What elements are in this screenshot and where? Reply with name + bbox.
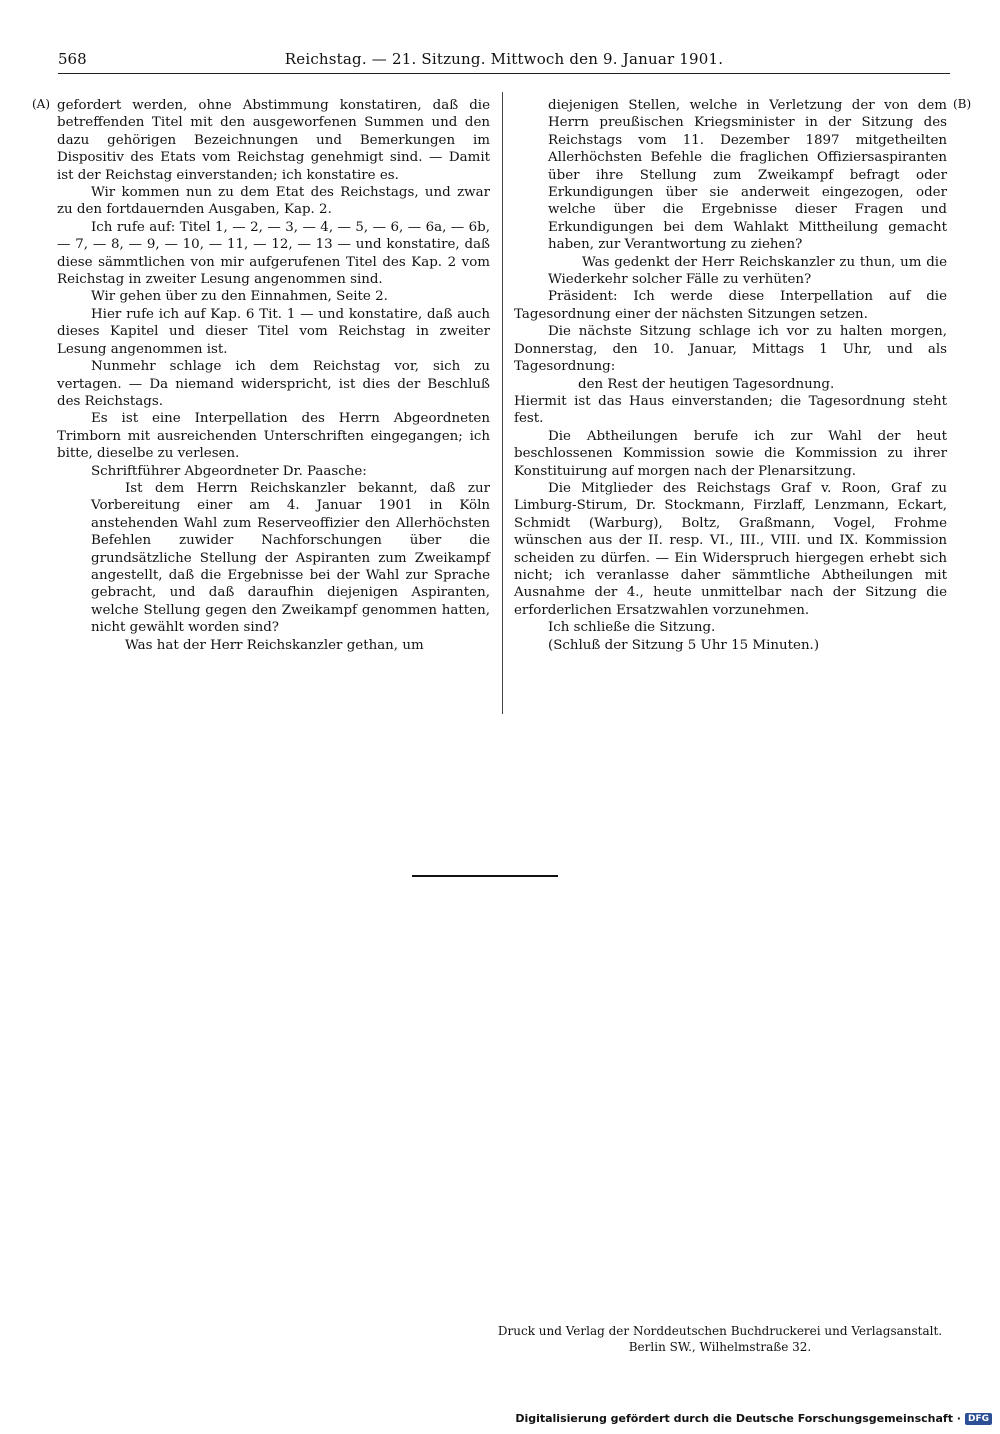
dfg-logo-icon: DFG [965, 1413, 992, 1425]
paragraph: Es ist eine Interpellation des Herrn Abgeordneten Trimborn mit ausreichenden Unterschriften eingegangen; ich bitte, dieselbe zu verlesen. [57, 411, 490, 462]
paragraph: Die Mitglieder des Reichstags Graf v. Roon, Graf zu Limburg-Stirum, Dr. Stockmann, Firzlaff, Lenzmann, Eckart, Schmidt (Warburg), Boltz, Graßmann, Vogel, Frohme wünschen aus der II. resp. VI., III., VIII. und IX. Kommission scheiden zu dürfen. — Ein Widerspruch hiergegen erhebt sich nicht; ich veranlasse daher sämmtliche Abtheilungen mit Ausnahme der 4., heute unmittelbar nach der Sitzung die erforderlichen Ersatzwahlen vorzunehmen. [514, 480, 947, 618]
page-number: 568 [58, 50, 87, 68]
paragraph: Nunmehr schlage ich dem Reichstag vor, sich zu vertagen. — Da niemand widerspricht, ist dies der Beschluß des Reichstags. [57, 359, 490, 409]
paragraph: Ich rufe auf: Titel 1, — 2, — 3, — 4, — 5, — 6, — 6a, — 6b, — 7, — 8, — 9, — 10, — 11, — 12, — 13 — und konstatire, daß diese sämmtlichen von mir aufgerufenen Titel des Kap. 2 vom Reichstag in zweiter Lesung angenommen sind. [57, 219, 490, 288]
interpellation-text: diejenigen Stellen, welche in Verletzung der von dem Herrn preußischen Kriegsminister in der Sitzung des Reichstags vom 11. Dezember 1897 mitgetheilten Allerhöchsten Befehle die fraglichen Offiziersaspiranten über ihre Stellung zum Zweikampf befragt oder Erkundigungen über sie anderweit eingezogen, oder welche über die Ergebnisse dieser Fragen und Erkundigungen bei dem Wahlakt Mittheilung gemacht haben, zur Verantwortung zu ziehen? [548, 98, 947, 253]
paragraph: Die Abtheilungen berufe ich zur Wahl der heut beschlossenen Kommission sowie die Kommission zu ihrer Konstituirung auf morgen nach der Plenarsitzung. [514, 428, 947, 479]
paragraph: Hier rufe ich auf Kap. 6 Tit. 1 — und konstatire, daß auch dieses Kapitel und dieser Titel vom Reichstag in zweiter Lesung angenommen ist. [57, 306, 490, 357]
paragraph: Hiermit ist das Haus einverstanden; die Tagesordnung steht fest. [514, 393, 947, 427]
agenda-item: den Rest der heutigen Tagesordnung. [578, 376, 835, 392]
paragraph: gefordert werden, ohne Abstimmung konstatiren, daß die betreffenden Titel mit den ausgeworfenen Summen und den dazu gehörigen Bezeichnungen und Bemerkungen im Dispositiv des Etats vom Reichstag genehmigt sind. — Damit ist der Reichstag einverstanden; ich konstatire es. [57, 98, 490, 183]
interpellation-text: Ist dem Herrn Reichskanzler bekannt, daß zur Vorbereitung einer am 4. Januar 1901 in Köln anstehenden Wahl zum Reserveoffizier den Allerhöchsten Befehlen zuwider Nachforschungen über die grundsätzliche Stellung der Aspiranten zum Zweikampf angestellt, daß die Ergebnisse bei der Wahl zur Sprache gebracht, und daß daraufhin diejenigen Aspiranten, welche Stellung gegen den Zweikampf genommen hatten, nicht gewählt worden sind? [91, 480, 490, 636]
footer-text: Digitalisierung gefördert durch die Deutsche Forschungsgemeinschaft · [515, 1412, 961, 1425]
paragraph: Wir kommen nun zu dem Etat des Reichstags, und zwar zu den fortdauernden Ausgaben, Kap. 2. [57, 185, 490, 218]
imprint [480, 1323, 960, 1355]
interpellation-text: Was hat der Herr Reichskanzler gethan, um [125, 637, 424, 653]
end-rule [412, 875, 558, 877]
margin-mark-a: (A) [32, 97, 51, 111]
interpellation-text: Was gedenkt der Herr Reichskanzler zu thun, um die Wiederkehr solcher Fälle zu verhüten? [548, 254, 947, 288]
page-header [58, 50, 950, 70]
president-statement: Präsident: Ich werde diese Interpellation auf die Tagesordnung einer der nächsten Sitzungen setzen. [514, 289, 947, 322]
digitization-footer [515, 1412, 992, 1425]
speaker-line: Schriftführer Abgeordneter Dr. Paasche: [91, 463, 367, 479]
margin-mark-b: (B) [953, 97, 972, 111]
paragraph: Ich schließe die Sitzung. [548, 620, 716, 636]
left-column [57, 97, 490, 654]
running-title: Reichstag. — 21. Sitzung. Mittwoch den 9. Januar 1901. [284, 50, 724, 68]
header-rule [58, 73, 950, 74]
paragraph: Die nächste Sitzung schlage ich vor zu halten morgen, Donnerstag, den 10. Januar, Mittags 1 Uhr, und als Tagesordnung: [514, 324, 947, 375]
column-divider [502, 92, 503, 714]
imprint-line: Berlin SW., Wilhelmstraße 32. [628, 1340, 812, 1354]
closing-note: (Schluß der Sitzung 5 Uhr 15 Minuten.) [548, 637, 820, 653]
right-column [514, 97, 947, 654]
imprint-line: Druck und Verlag der Norddeutschen Buchdruckerei und Verlagsanstalt. [497, 1324, 943, 1338]
paragraph: Wir gehen über zu den Einnahmen, Seite 2. [91, 289, 388, 305]
